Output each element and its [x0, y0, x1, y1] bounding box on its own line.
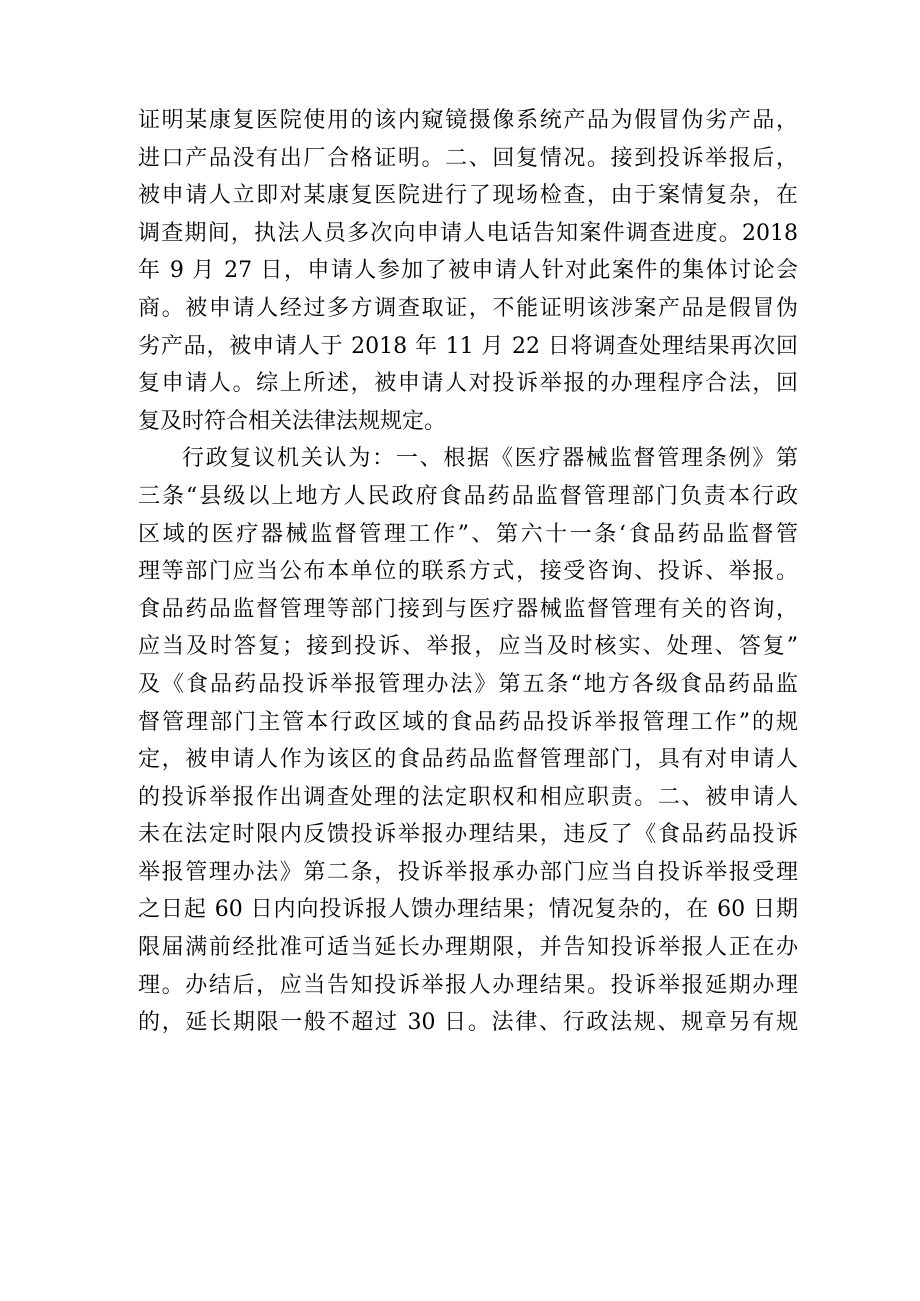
text-line: 进口产品没有出厂合格证明。二、回复情况。接到投诉举报后， — [138, 145, 798, 171]
text-line: 调查期间，执法人员多次向申请人电话告知案件调查进度。2018 — [138, 220, 798, 246]
text-line: 理等部门应当公布本单位的联系方式，接受咨询、投诉、举报。 — [138, 559, 798, 585]
text-line: 理。办结后，应当告知投诉举报人办理结果。投诉举报延期办理 — [138, 972, 798, 998]
text-line: 劣产品，被申请人于 2018 年 11 月 22 日将调查处理结果再次回 — [138, 333, 798, 359]
document-body — [138, 102, 798, 1042]
paragraph-start-line: 行政复议机关认为：一、根据《医疗器械监督管理条例》第 — [182, 446, 798, 472]
text-line: 的投诉举报作出调查处理的法定职权和相应职责。二、被申请人 — [138, 784, 798, 810]
text-line: 及《食品药品投诉举报管理办法》第五条“地方各级食品药品监 — [138, 671, 798, 697]
text-line: 未在法定时限内反馈投诉举报办理结果，违反了《食品药品投诉 — [138, 822, 798, 848]
text-line: 食品药品监督管理等部门接到与医疗器械监督管理有关的咨询， — [138, 596, 798, 622]
text-line: 限届满前经批准可适当延长办理期限，并告知投诉举报人正在办 — [138, 935, 798, 961]
text-line: 复申请人。综上所述，被申请人对投诉举报的办理程序合法，回 — [138, 371, 798, 397]
text-line: 区域的医疗器械监督管理工作”、第六十一条‘食品药品监督管 — [138, 521, 798, 547]
text-line: 三条“县级以上地方人民政府食品药品监督管理部门负责本行政 — [138, 483, 798, 509]
text-line: 年 9 月 27 日，申请人参加了被申请人针对此案件的集体讨论会 — [138, 258, 798, 284]
text-line: 之日起 60 日内向投诉报人馈办理结果；情况复杂的，在 60 日期 — [138, 897, 798, 923]
text-line: 被申请人立即对某康复医院进行了现场检查，由于案情复杂，在 — [138, 183, 798, 209]
paragraph-end-line: 复及时符合相关法律法规规定。 — [138, 408, 447, 434]
text-line: 举报管理办法》第二条，投诉举报承办部门应当自投诉举报受理 — [138, 859, 798, 885]
text-line: 定，被申请人作为该区的食品药品监督管理部门，具有对申请人 — [138, 747, 798, 773]
text-line: 的，延长期限一般不超过 30 日。法律、行政法规、规章另有规 — [138, 1010, 798, 1036]
text-line: 应当及时答复；接到投诉、举报，应当及时核实、处理、答复” — [138, 634, 798, 660]
text-line: 督管理部门主管本行政区域的食品药品投诉举报管理工作”的规 — [138, 709, 798, 735]
text-line: 证明某康复医院使用的该内窥镜摄像系统产品为假冒伪劣产品， — [138, 108, 798, 133]
text-line: 商。被申请人经过多方调查取证，不能证明该涉案产品是假冒伪 — [138, 295, 798, 321]
